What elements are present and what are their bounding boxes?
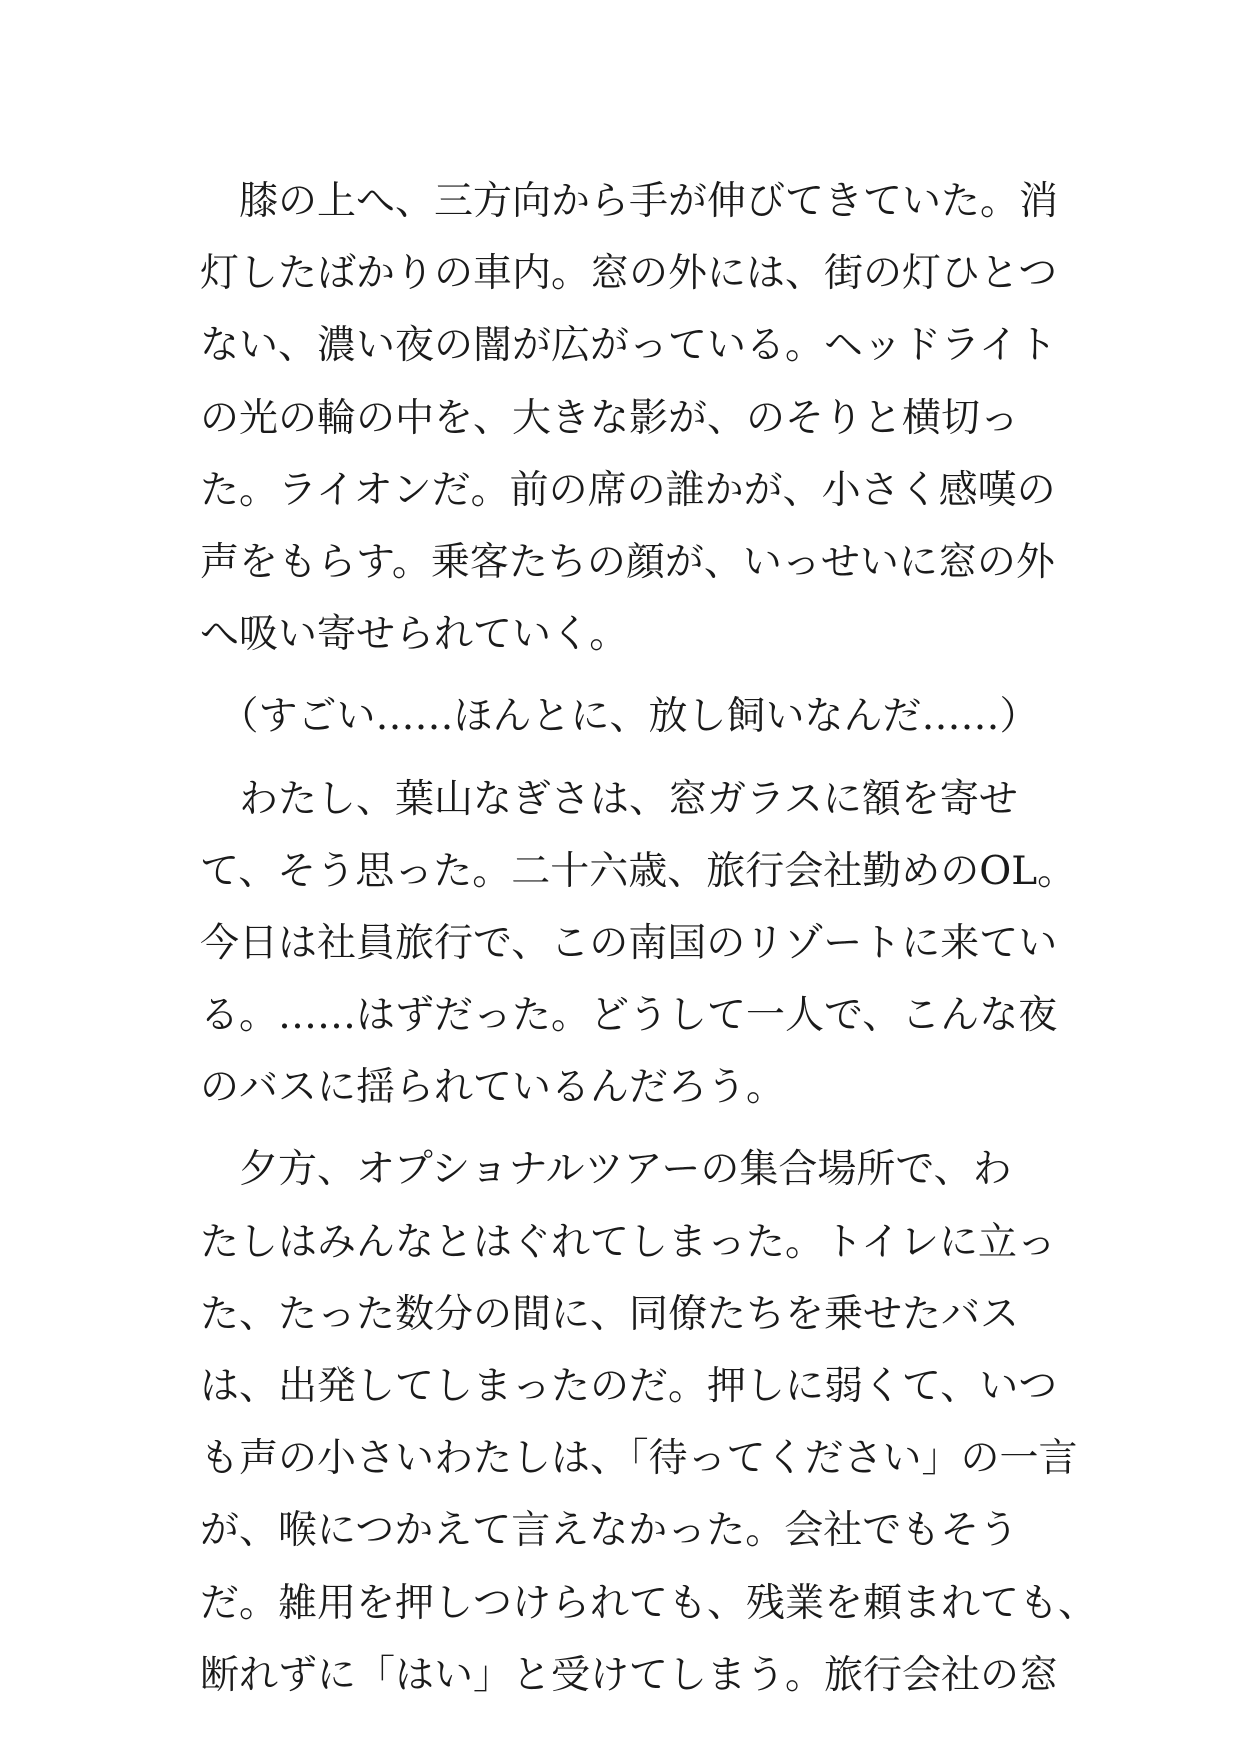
- text-line: た。ライオンだ。前の席の誰かが、小さく感嘆の: [200, 467, 1056, 513]
- text-line: だ。雑用を押しつけられても、残業を頼まれても、: [200, 1580, 1098, 1626]
- text-line: のバスに揺られているんだろう。: [200, 1065, 786, 1111]
- text-line: る。……はずだった。どうして一人で、こんな夜: [200, 993, 1058, 1039]
- paragraph-gap: [200, 677, 1040, 687]
- paragraph-gap: [200, 760, 1040, 770]
- text-line: 灯したばかりの車内。窓の外には、街の灯ひとつ: [200, 251, 1058, 297]
- text-line: 膝の上へ、三方向から手が伸びてきていた。消: [200, 179, 1059, 224]
- text-line: の光の輪の中を、大きな影が、のそりと横切っ: [200, 395, 1020, 441]
- text-line: 断れずに「はい」と受けてしまう。旅行会社の窓: [200, 1652, 1059, 1698]
- paragraph-1: [200, 172, 1059, 677]
- text-line: て、そう思った。二十六歳、旅行会社勤めのOL。: [200, 848, 1077, 894]
- text-line: が、喉につかえて言えなかった。会社でもそう: [200, 1508, 1019, 1554]
- text-line: へ吸い寄せられていく。: [200, 612, 629, 658]
- body-text: [200, 172, 1098, 1718]
- text-line: たしはみんなとはぐれてしまった。トイレに立っ: [200, 1219, 1057, 1265]
- paragraph-3: [200, 770, 1077, 1131]
- text-line: 今日は社員旅行で、この南国のリゾートに来てい: [200, 920, 1058, 966]
- text-line: た、たった数分の間に、同僚たちを乗せたバス: [200, 1291, 1020, 1337]
- paragraph-2: [200, 687, 1040, 759]
- text-line: も声の小さいわたしは、「待ってください」の一言: [200, 1436, 1078, 1482]
- text-line: わたし、葉山なぎさは、窓ガラスに額を寄せ: [200, 776, 1018, 822]
- text-line: ない、濃い夜の闇が広がっている。ヘッドライト: [200, 323, 1057, 369]
- text-line: （すごい……ほんとに、放し飼いなんだ……）: [200, 694, 1039, 740]
- paragraph-4: [200, 1140, 1098, 1718]
- text-line: は、出発してしまったのだ。押しに弱くて、いつ: [200, 1364, 1058, 1409]
- text-line: 声をもらす。乗客たちの顔が、いっせいに窓の外: [200, 539, 1055, 585]
- text-line: 夕方、オプショナルツアーの集合場所で、わ: [200, 1147, 1012, 1193]
- paragraph-gap: [200, 1130, 1040, 1140]
